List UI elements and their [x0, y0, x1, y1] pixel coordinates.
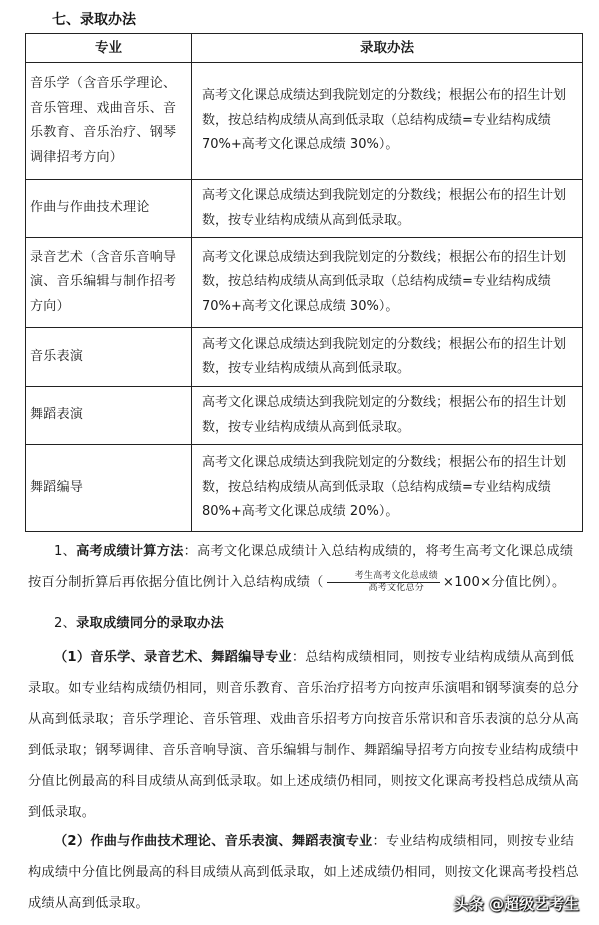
method-cell: 高考文化课总成绩达到我院划定的分数线；根据公布的招生计划数，按总结构成绩从高到低录取（总结构成绩=专业结构成绩 80%+高考文化课总成绩 20%）。 — [192, 445, 583, 532]
table-row — [26, 445, 583, 532]
score-fraction — [327, 571, 440, 594]
fraction-denominator: 高考文化总分 — [368, 582, 425, 593]
item-heading: 录取成绩同分的录取办法 — [76, 616, 224, 631]
item-number: 2、 — [54, 616, 77, 631]
method-cell: 高考文化课总成绩达到我院划定的分数线；根据公布的招生计划数，按专业结构成绩从高到低录取。 — [192, 387, 583, 445]
header-major: 专业 — [26, 34, 192, 63]
item-number: （2） — [54, 834, 91, 849]
paragraph-tie-heading — [28, 608, 584, 639]
method-cell: 高考文化课总成绩达到我院划定的分数线；根据公布的招生计划数，按总结构成绩从高到低录取（总结构成绩=专业结构成绩 70%+高考文化课总成绩 30%）。 — [192, 63, 583, 180]
header-method: 录取办法 — [192, 34, 583, 63]
major-cell: 舞蹈编导 — [26, 445, 192, 532]
method-cell: 高考文化课总成绩达到我院划定的分数线；根据公布的招生计划数，按专业结构成绩从高到低录取。 — [192, 180, 583, 238]
paragraph-text: ：高考文化课总成绩计入总结构成绩的，将考生高考文化课总成绩按百分制折算后再依据分值比例计入总结构成绩（ — [28, 544, 574, 590]
table-header-row — [26, 34, 583, 63]
paragraph-text: ：总结构成绩相同，则按专业结构成绩从高到低录取。如专业结构成绩仍相同，则音乐教育、音乐治疗招考方向按声乐演唱和钢琴演奏的总分从高到低录取；音乐学理论、音乐管理、戏曲音乐招考方向按音乐常识和音乐表演的总分从高到低录取；钢琴调律、音乐音响导演、音乐编辑与制作、舞蹈编导招考方向按专业结构成绩中分值比例最高的科目成绩从高到低录取。如上述成绩仍相同，则按文化课高考投档总成绩从高到低录取。 — [28, 650, 579, 820]
method-cell: 高考文化课总成绩达到我院划定的分数线；根据公布的招生计划数，按专业结构成绩从高到低录取。 — [192, 328, 583, 387]
major-cell: 录音艺术（含音乐音响导演、音乐编辑与制作招考方向） — [26, 238, 192, 328]
major-cell: 舞蹈表演 — [26, 387, 192, 445]
section-title: 七、录取办法 — [52, 12, 136, 28]
paragraph-score-calculation — [28, 536, 584, 598]
major-cell: 音乐表演 — [26, 328, 192, 387]
item-heading: 音乐学、录音艺术、舞蹈编导专业 — [90, 650, 292, 665]
table-row — [26, 180, 583, 238]
admission-table — [25, 33, 583, 532]
item-number: （1） — [54, 650, 91, 665]
item-heading: 高考成绩计算方法 — [76, 544, 184, 559]
major-cell: 作曲与作曲技术理论 — [26, 180, 192, 238]
table-row — [26, 63, 583, 180]
item-heading: 作曲与作曲技术理论、音乐表演、舞蹈表演专业 — [90, 834, 373, 849]
paragraph-text: ×100×分值比例）。 — [442, 575, 566, 590]
source-watermark: 头条 @超级艺考生 — [453, 895, 579, 913]
table-row — [26, 387, 583, 445]
table-row — [26, 238, 583, 328]
item-number: 1、 — [54, 544, 77, 559]
table-row — [26, 328, 583, 387]
major-cell: 音乐学（含音乐学理论、音乐管理、戏曲音乐、音乐教育、音乐治疗、钢琴调律招考方向） — [26, 63, 192, 180]
paragraph-tie-rule-1 — [28, 642, 584, 828]
method-cell: 高考文化课总成绩达到我院划定的分数线；根据公布的招生计划数，按总结构成绩从高到低录取（总结构成绩=专业结构成绩 70%+高考文化课总成绩 30%）。 — [192, 238, 583, 328]
fraction-numerator: 考生高考文化总成绩 — [327, 571, 440, 583]
paragraph-text: ：专业结构成绩相同，则按专业结构成绩中分值比例最高的科目成绩从高到低录取，如上述成绩仍相同，则按文化课高考投档总成绩从高到低录取。 — [28, 834, 579, 911]
